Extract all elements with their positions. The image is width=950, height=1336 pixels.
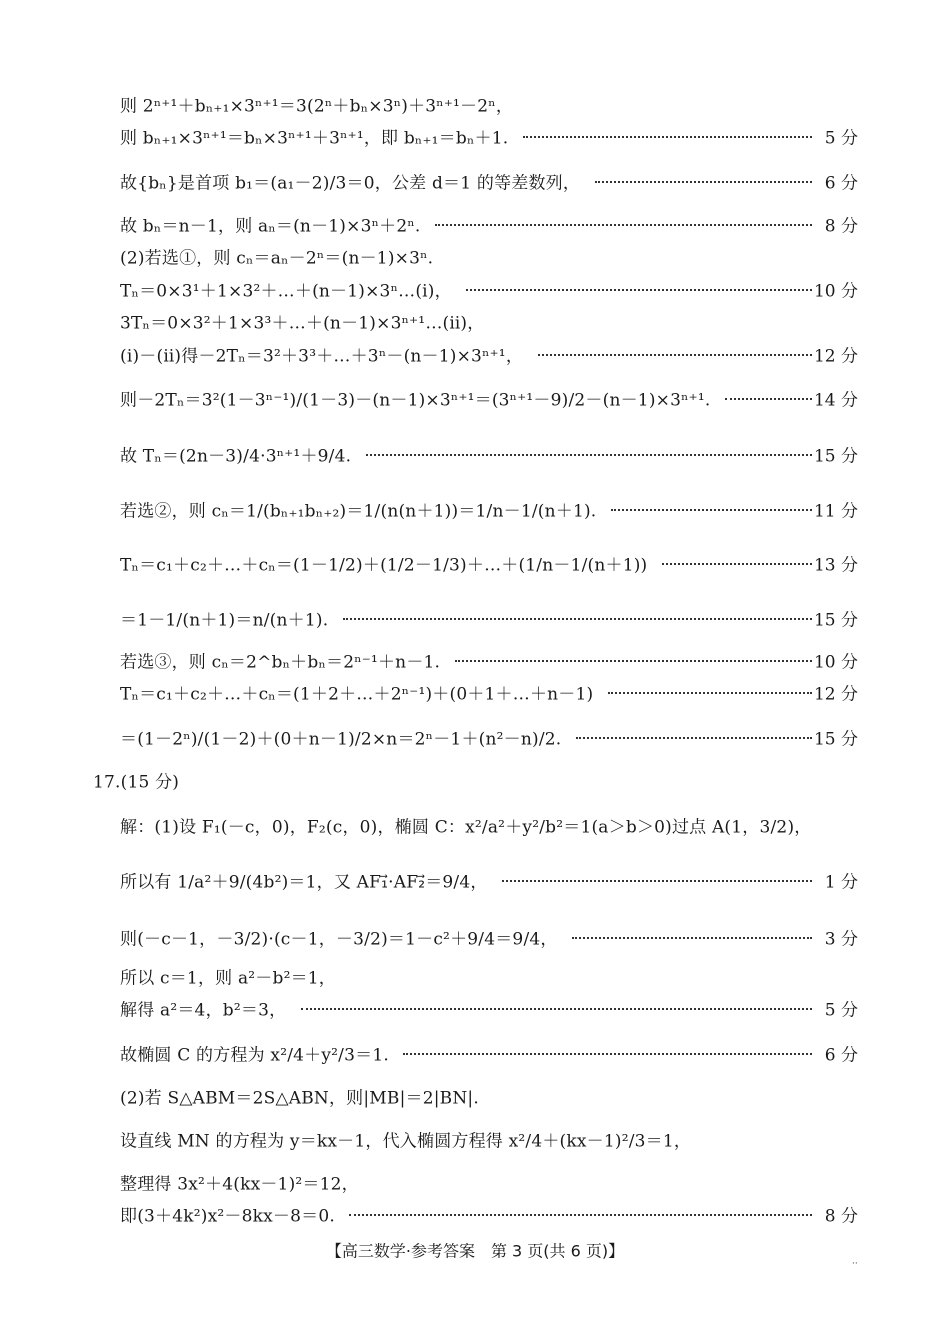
answer-text: (2)若 S△ABM＝2S△ABN，则|MB|＝2|BN|. xyxy=(120,1088,479,1109)
question-heading: 17.(15 分) xyxy=(93,772,180,793)
dot-leader xyxy=(366,454,812,456)
score-label: 1 分 xyxy=(824,872,858,893)
answer-text: 则 2ⁿ⁺¹＋bₙ₊₁×3ⁿ⁺¹＝3(2ⁿ＋bₙ×3ⁿ)＋3ⁿ⁺¹－2ⁿ， xyxy=(120,96,514,117)
answer-text: 则－2Tₙ＝3²(1－3ⁿ⁻¹)/(1－3)－(n－1)×3ⁿ⁺¹＝(3ⁿ⁺¹－9)/2－(n－1)×3ⁿ⁺¹. xyxy=(120,390,711,411)
score-label: 3 分 xyxy=(824,929,858,950)
answer-text: 解得 a²＝4，b²＝3， xyxy=(120,1000,287,1021)
score-label: 6 分 xyxy=(824,1045,858,1066)
dot-leader xyxy=(538,354,812,356)
answer-text: Tₙ＝0×3¹＋1×3²＋…＋(n－1)×3ⁿ…(ⅰ)， xyxy=(120,281,452,302)
dot-leader xyxy=(608,692,812,694)
dot-leader xyxy=(466,289,812,291)
score-label: 5 分 xyxy=(824,1000,858,1021)
answer-text: 则(－c－1，－3/2)·(c－1，－3/2)＝1－c²＋9/4＝9/4， xyxy=(120,929,558,950)
dot-leader xyxy=(572,937,812,939)
score-label: 14 分 xyxy=(813,390,858,411)
dot-leader xyxy=(576,737,812,739)
answer-text: 即(3＋4k²)x²－8kx－8＝0. xyxy=(120,1206,335,1227)
dot-leader xyxy=(662,563,812,565)
answer-text: ＝1－1/(n＋1)＝n/(n＋1). xyxy=(120,610,329,631)
answer-text: 所以有 1/a²＋9/(4b²)＝1，又 AF₁⃗·AF₂⃗＝9/4， xyxy=(120,872,488,893)
corner-mark: ·· xyxy=(852,1259,858,1269)
answer-text: 若选③，则 cₙ＝2^bₙ＋bₙ＝2ⁿ⁻¹＋n－1. xyxy=(120,652,441,673)
answer-text: 3Tₙ＝0×3²＋1×3³＋…＋(n－1)×3ⁿ⁺¹…(ⅱ)， xyxy=(120,313,485,334)
answer-text: 设直线 MN 的方程为 y＝kx－1，代入椭圆方程得 x²/4＋(kx－1)²/3＝1， xyxy=(120,1131,692,1152)
score-label: 5 分 xyxy=(824,128,858,149)
score-label: 6 分 xyxy=(824,173,858,194)
dot-leader xyxy=(301,1008,812,1010)
dot-leader xyxy=(611,509,812,511)
answer-text: 所以 c＝1，则 a²－b²＝1， xyxy=(120,968,337,989)
score-label: 11 分 xyxy=(813,501,858,522)
score-label: 15 分 xyxy=(813,610,858,631)
dot-leader xyxy=(403,1053,812,1055)
answer-text: 故{bₙ}是首项 b₁＝(a₁－2)/3＝0，公差 d＝1 的等差数列， xyxy=(120,173,581,194)
score-label: 8 分 xyxy=(824,1206,858,1227)
score-label: 10 分 xyxy=(813,281,858,302)
answer-text: 故 bₙ＝n－1，则 aₙ＝(n－1)×3ⁿ＋2ⁿ. xyxy=(120,216,421,237)
dot-leader xyxy=(523,136,812,138)
score-label: 8 分 xyxy=(824,216,858,237)
answer-text: Tₙ＝c₁＋c₂＋…＋cₙ＝(1－1/2)＋(1/2－1/3)＋…＋(1/n－1/(n＋1)) xyxy=(120,555,648,576)
page-footer: 【高三数学·参考答案 第 3 页(共 6 页)】 xyxy=(325,1241,625,1261)
dot-leader xyxy=(349,1214,812,1216)
score-label: 13 分 xyxy=(813,555,858,576)
answer-text: 故 Tₙ＝(2n－3)/4·3ⁿ⁺¹＋9/4. xyxy=(120,446,352,467)
dot-leader xyxy=(595,181,812,183)
score-label: 12 分 xyxy=(813,684,858,705)
dot-leader xyxy=(343,618,812,620)
dot-leader xyxy=(725,398,812,400)
answer-text: 整理得 3x²＋4(kx－1)²＝12， xyxy=(120,1174,359,1195)
dot-leader xyxy=(455,660,812,662)
score-label: 15 分 xyxy=(813,446,858,467)
score-label: 15 分 xyxy=(813,729,858,750)
answer-text: Tₙ＝c₁＋c₂＋…＋cₙ＝(1＋2＋…＋2ⁿ⁻¹)＋(0＋1＋…＋n－1) xyxy=(120,684,594,705)
answer-text: 则 bₙ₊₁×3ⁿ⁺¹＝bₙ×3ⁿ⁺¹＋3ⁿ⁺¹，即 bₙ₊₁＝bₙ＋1. xyxy=(120,128,509,149)
answer-text: 故椭圆 C 的方程为 x²/4＋y²/3＝1. xyxy=(120,1045,389,1066)
dot-leader xyxy=(502,880,812,882)
score-label: 12 分 xyxy=(813,346,858,367)
answer-text: ＝(1－2ⁿ)/(1－2)＋(0＋n－1)/2×n＝2ⁿ－1＋(n²－n)/2. xyxy=(120,729,562,750)
score-label: 10 分 xyxy=(813,652,858,673)
answer-text: 解：(1)设 F₁(－c，0)，F₂(c，0)，椭圆 C：x²/a²＋y²/b²＝1(a＞b＞0)过点 A(1，3/2)， xyxy=(120,817,812,838)
dot-leader xyxy=(435,224,812,226)
answer-text: (ⅰ)－(ⅱ)得－2Tₙ＝3²＋3³＋…＋3ⁿ－(n－1)×3ⁿ⁺¹， xyxy=(120,346,524,367)
answer-text: 若选②，则 cₙ＝1/(bₙ₊₁bₙ₊₂)＝1/(n(n＋1))＝1/n－1/(n＋1). xyxy=(120,501,597,522)
answer-text: (2)若选①，则 cₙ＝aₙ－2ⁿ＝(n－1)×3ⁿ. xyxy=(120,248,434,269)
